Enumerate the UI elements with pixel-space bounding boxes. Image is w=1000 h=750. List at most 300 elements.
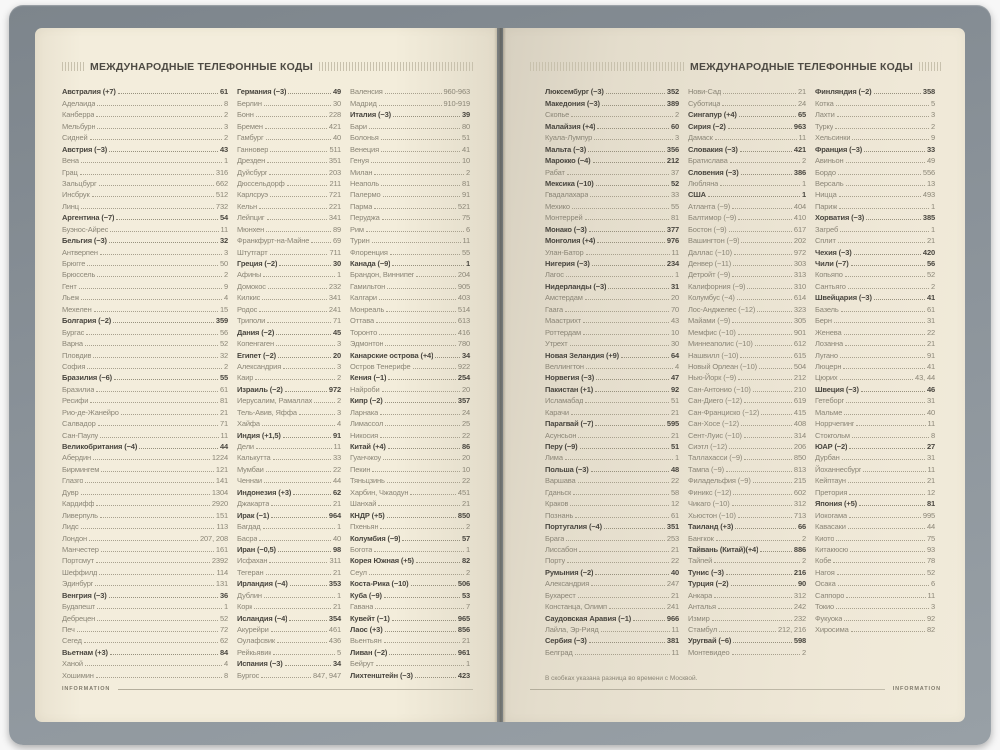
phone-code: 60	[670, 121, 679, 131]
dot-leader	[97, 128, 222, 129]
city-name: Даллас (−10)	[688, 247, 732, 257]
dot-leader	[730, 162, 800, 163]
dot-leader	[311, 242, 331, 243]
city-name: Гуанчжоу	[350, 453, 382, 463]
city-row	[688, 428, 806, 439]
city-name: Мемфис (−10)	[688, 327, 736, 337]
dot-leader	[372, 242, 461, 243]
city-row	[62, 245, 228, 256]
phone-code: 81	[461, 178, 470, 188]
phone-code: 436	[328, 636, 341, 646]
country-name: Монако (−3)	[545, 224, 587, 234]
dot-leader	[844, 334, 925, 335]
phone-code: 72	[219, 625, 228, 634]
dot-leader	[838, 174, 921, 175]
phone-code: 44	[332, 476, 341, 486]
city-name: Монтеррей	[545, 213, 583, 223]
phone-code: 341	[328, 213, 341, 223]
dot-leader	[572, 208, 669, 209]
phone-code: 341	[328, 293, 341, 303]
phone-code: 11	[927, 590, 935, 600]
country-row	[545, 565, 679, 576]
city-name: Брага	[545, 533, 565, 543]
dot-leader	[583, 322, 669, 323]
city-name: Сент-Луис (−10)	[688, 430, 742, 440]
city-row	[545, 165, 679, 176]
dot-leader	[369, 128, 460, 129]
dot-leader	[87, 265, 218, 266]
country-row	[545, 96, 679, 107]
city-name: Богота	[350, 544, 373, 554]
dot-leader	[79, 288, 222, 289]
phone-code: 3	[930, 110, 935, 120]
city-name: Вьентьян	[350, 636, 382, 646]
city-name: Колумбус (−4)	[688, 293, 735, 303]
phone-code: 2	[801, 533, 806, 543]
city-name: Дублин	[237, 590, 262, 600]
phone-code: 114	[216, 567, 228, 577]
city-row	[237, 291, 341, 302]
phone-code: 358	[922, 87, 935, 97]
country-name: Пакистан (+1)	[545, 384, 594, 394]
city-row	[815, 485, 935, 496]
dot-leader	[266, 231, 331, 232]
phone-code: 1	[336, 270, 341, 280]
dot-leader	[712, 620, 792, 621]
phone-code: 615	[793, 350, 806, 360]
phone-code: 22	[926, 327, 935, 337]
dot-leader	[836, 608, 929, 609]
dot-leader	[851, 631, 925, 632]
dot-leader	[597, 242, 665, 243]
city-row	[545, 108, 679, 119]
dot-leader	[388, 448, 460, 449]
city-name: Бордо	[815, 167, 836, 177]
city-name: Мюнхен	[237, 224, 265, 234]
city-name: Иокогама	[815, 510, 847, 520]
city-row	[688, 497, 806, 508]
dot-leader	[96, 505, 210, 506]
phone-code: 131	[215, 579, 228, 589]
phone-code: 212	[793, 373, 806, 383]
city-name: Бари	[350, 121, 367, 131]
country-row	[350, 577, 470, 588]
city-row	[350, 360, 470, 371]
footer-rule	[530, 689, 885, 690]
phone-code: 2	[465, 567, 470, 577]
dot-leader	[732, 276, 792, 277]
city-name: Бремен	[237, 121, 263, 131]
phone-code: 2	[223, 270, 228, 280]
phone-code: 964	[328, 510, 341, 520]
dot-leader	[729, 231, 792, 232]
dot-leader	[77, 631, 218, 632]
phone-code: 48	[670, 464, 679, 474]
phone-code: 602	[793, 487, 806, 497]
city-name: Дамаск	[688, 133, 713, 143]
city-row	[62, 188, 228, 199]
country-name: Чили (−7)	[815, 259, 849, 268]
city-row	[815, 611, 935, 622]
country-row	[815, 245, 935, 256]
phone-code: 711	[329, 247, 341, 257]
phone-code: 93	[926, 544, 935, 554]
country-row	[688, 577, 806, 588]
city-name: Лагос	[545, 270, 564, 280]
city-name: Найроби	[350, 384, 380, 394]
phone-code: 2	[801, 647, 806, 657]
city-row	[545, 188, 679, 199]
country-name: Мексика (−10)	[545, 178, 594, 188]
country-row	[350, 440, 470, 451]
dot-leader	[374, 208, 456, 209]
country-name: Болгария (−2)	[62, 316, 112, 326]
phone-code: 3	[336, 339, 341, 349]
country-name: Перу (−9)	[545, 442, 578, 451]
city-row	[545, 325, 679, 336]
phone-code: 850	[457, 510, 470, 520]
dot-leader	[139, 448, 218, 449]
dot-leader	[411, 585, 456, 586]
city-row	[815, 279, 935, 290]
phone-code: 410	[793, 213, 806, 223]
city-name: Филадельфия (−9)	[688, 476, 751, 486]
city-name: Сидней	[62, 133, 88, 143]
country-row	[688, 188, 806, 199]
dot-leader	[85, 665, 222, 666]
country-name: Лихтенштейн (−3)	[350, 670, 413, 680]
dot-leader	[836, 105, 929, 106]
dot-leader	[81, 299, 222, 300]
city-row	[350, 325, 470, 336]
dot-leader	[98, 425, 218, 426]
dot-leader	[729, 448, 792, 449]
city-name: Сегед	[62, 636, 82, 646]
dot-leader	[263, 528, 335, 529]
phone-code: 221	[328, 201, 341, 211]
city-name: Оттава	[350, 316, 374, 326]
city-name: Варна	[62, 339, 83, 349]
phone-code: 98	[332, 544, 341, 554]
city-row	[815, 520, 935, 531]
phone-code: 353	[328, 579, 341, 589]
city-name: Сиэтл (−12)	[688, 442, 728, 451]
dot-leader	[386, 311, 456, 312]
phone-code: 55	[670, 201, 679, 211]
city-row	[62, 291, 228, 302]
country-name: ЮАР (−2)	[815, 442, 848, 451]
phone-code: 232	[793, 613, 806, 623]
dot-leader	[739, 116, 796, 117]
city-name: Норрчепинг	[815, 419, 855, 429]
city-row	[62, 668, 228, 679]
phone-code: 21	[670, 544, 679, 554]
dot-leader	[590, 196, 669, 197]
city-name: Карлсруэ	[237, 190, 268, 200]
phone-code: 595	[666, 419, 679, 429]
city-row	[545, 645, 679, 656]
city-name: Лидс	[62, 522, 79, 532]
phone-code: 910-919	[443, 98, 470, 108]
dot-leader	[410, 494, 456, 495]
dot-leader	[285, 665, 331, 666]
dot-leader	[606, 93, 665, 94]
city-row	[62, 131, 228, 142]
phone-code: 1	[223, 156, 228, 166]
city-name: Братислава	[688, 156, 728, 166]
city-row	[62, 302, 228, 313]
city-name: Цюрих	[815, 373, 838, 383]
country-name: Румыния (−2)	[545, 567, 594, 577]
country-name: Япония (+5)	[815, 499, 857, 509]
city-row	[62, 600, 228, 611]
dot-leader	[402, 540, 459, 541]
left-page-footer	[62, 686, 473, 692]
dot-leader	[90, 402, 218, 403]
dot-leader	[387, 482, 460, 483]
city-row	[815, 554, 935, 565]
city-row	[688, 485, 806, 496]
city-row	[62, 451, 228, 462]
country-name: Индия (+1,5)	[237, 430, 281, 440]
phone-code: 461	[328, 625, 341, 634]
city-name: Суботица	[688, 98, 721, 108]
city-name: Лайла, Эр-Рияд	[545, 625, 599, 634]
country-row	[545, 119, 679, 130]
country-row	[350, 588, 470, 599]
city-name: Ливерпуль	[62, 510, 98, 520]
city-name: Хошимин	[62, 670, 94, 680]
phone-code: 40	[926, 407, 935, 417]
city-name: Сплит	[815, 236, 836, 246]
city-row	[815, 577, 935, 588]
phone-code: 21	[332, 499, 341, 509]
dot-leader	[849, 517, 921, 518]
dot-leader	[290, 585, 327, 586]
city-name: Люцерн	[815, 361, 842, 371]
city-row	[545, 199, 679, 210]
city-row	[815, 325, 935, 336]
country-row	[545, 440, 679, 451]
dot-leader	[416, 562, 460, 563]
phone-code: 3	[223, 121, 228, 131]
city-row	[688, 348, 806, 359]
phone-code: 1	[336, 522, 341, 532]
phone-code: 254	[457, 373, 470, 383]
city-row	[688, 268, 806, 279]
dot-leader	[864, 151, 925, 152]
city-row	[62, 199, 228, 210]
city-name: Родос	[237, 304, 258, 314]
phone-code: 2	[223, 110, 228, 120]
city-row	[688, 508, 806, 519]
phone-code: 314	[793, 430, 806, 440]
phone-code: 27	[926, 442, 935, 451]
dot-leader	[852, 437, 929, 438]
city-name: Краков	[545, 499, 569, 509]
phone-code: 7	[465, 602, 470, 612]
phone-code: 34	[332, 659, 341, 669]
city-row	[815, 371, 935, 382]
dot-leader	[732, 208, 792, 209]
dot-leader	[840, 379, 914, 380]
country-row	[688, 565, 806, 576]
phone-code: 45	[332, 327, 341, 337]
country-name: Ирландия (−4)	[237, 579, 288, 589]
country-row	[350, 257, 470, 268]
phone-code: 2	[801, 556, 806, 566]
phone-code: 4	[223, 293, 228, 303]
dot-leader	[385, 631, 456, 632]
phone-code: 61	[219, 384, 228, 394]
phone-code: 36	[219, 590, 228, 600]
dot-leader	[383, 459, 460, 460]
city-name: Оулафсвик	[237, 636, 275, 646]
city-name: Александрия	[545, 579, 590, 589]
country-row	[62, 645, 228, 656]
phone-code: 21	[670, 407, 679, 417]
right-page	[503, 28, 965, 722]
city-row	[62, 119, 228, 130]
city-row	[688, 234, 806, 245]
phone-code: 21	[926, 236, 935, 246]
country-row	[545, 279, 679, 290]
city-row	[62, 520, 228, 531]
city-name: Лозанна	[815, 339, 844, 349]
dot-leader	[759, 368, 792, 369]
dot-leader	[753, 482, 792, 483]
phone-code: 253	[666, 533, 679, 543]
phone-code: 10	[461, 156, 470, 166]
phone-code: 20	[670, 293, 679, 303]
city-name: Ларнака	[350, 407, 379, 417]
city-row	[815, 96, 935, 107]
dot-leader	[278, 551, 331, 552]
country-row	[350, 668, 470, 679]
phone-code: 506	[457, 579, 470, 589]
phone-code: 62	[219, 636, 228, 646]
phone-code: 81	[926, 499, 935, 509]
dot-leader	[595, 391, 669, 392]
phone-code: 84	[219, 647, 228, 657]
city-row	[688, 462, 806, 473]
dot-leader	[848, 482, 925, 483]
phone-code: 512	[215, 190, 228, 200]
country-row	[237, 611, 341, 622]
phone-code: 323	[793, 304, 806, 314]
dot-leader	[279, 265, 331, 266]
country-row	[350, 508, 470, 519]
dot-leader	[84, 642, 218, 643]
phone-code: 2	[465, 522, 470, 532]
dot-leader	[733, 642, 792, 643]
dot-leader	[566, 276, 673, 277]
phone-code: 11	[220, 224, 228, 234]
dot-leader	[94, 311, 218, 312]
dot-leader	[567, 174, 669, 175]
dot-leader	[262, 425, 335, 426]
phone-code: 61	[670, 510, 679, 520]
dot-leader	[99, 185, 214, 186]
city-row	[688, 394, 806, 405]
city-row	[237, 302, 341, 313]
city-row	[815, 154, 935, 165]
dot-leader	[570, 345, 669, 346]
dot-leader	[416, 276, 456, 277]
city-row	[237, 222, 341, 233]
country-name: Канада (−9)	[350, 259, 391, 268]
city-name: Варшава	[545, 476, 576, 486]
dot-leader	[856, 425, 925, 426]
phone-code: 619	[793, 396, 806, 406]
country-name: Австралия (+7)	[62, 87, 116, 97]
country-row	[350, 531, 470, 542]
country-row	[815, 211, 935, 222]
city-row	[62, 508, 228, 519]
country-row	[545, 257, 679, 268]
dot-leader	[723, 93, 796, 94]
phone-code: 24	[797, 98, 806, 108]
dot-leader	[840, 357, 925, 358]
phone-code: 598	[793, 636, 806, 646]
city-name: Каир	[237, 373, 254, 383]
dot-leader	[840, 231, 929, 232]
phone-code: 408	[793, 419, 806, 429]
dot-leader	[93, 357, 218, 358]
country-name: Мальта (−3)	[545, 144, 587, 154]
phone-code: 721	[328, 190, 341, 200]
phone-code: 56	[926, 259, 935, 268]
phone-code: 3	[223, 247, 228, 257]
country-name: Корея Южная (+5)	[350, 556, 414, 566]
city-row	[237, 440, 341, 451]
city-name: Килкис	[237, 293, 261, 303]
phone-code: 52	[219, 613, 228, 623]
dot-leader	[850, 551, 925, 552]
dot-leader	[381, 151, 460, 152]
city-name: Вена	[62, 156, 79, 166]
city-row	[545, 485, 679, 496]
city-row	[815, 165, 935, 176]
dot-leader	[384, 597, 460, 598]
city-name: Пхеньян	[350, 522, 379, 532]
dot-leader	[585, 402, 669, 403]
dot-leader	[271, 505, 331, 506]
dot-leader	[839, 196, 921, 197]
phone-code: 312	[793, 590, 806, 600]
phone-code: 86	[461, 442, 470, 451]
city-row	[815, 302, 935, 313]
city-row	[815, 451, 935, 462]
page-title: МЕЖДУНАРОДНЫЕ ТЕЛЕФОННЫЕ КОДЫ	[90, 60, 313, 73]
city-row	[62, 394, 228, 405]
city-name: Мехелен	[62, 304, 92, 314]
phone-code: 65	[797, 110, 806, 120]
city-row	[62, 623, 228, 634]
phone-code: 886	[793, 544, 806, 554]
phone-code: 58	[670, 487, 679, 497]
country-row	[815, 291, 935, 302]
dot-leader	[393, 116, 460, 117]
city-row	[815, 199, 935, 210]
city-row	[815, 234, 935, 245]
phone-code: 12	[670, 499, 679, 509]
dot-leader	[97, 276, 222, 277]
phone-code: 312	[793, 499, 806, 509]
city-row	[815, 531, 935, 542]
information-label: INFORMATION	[892, 686, 941, 692]
city-row	[688, 245, 806, 256]
